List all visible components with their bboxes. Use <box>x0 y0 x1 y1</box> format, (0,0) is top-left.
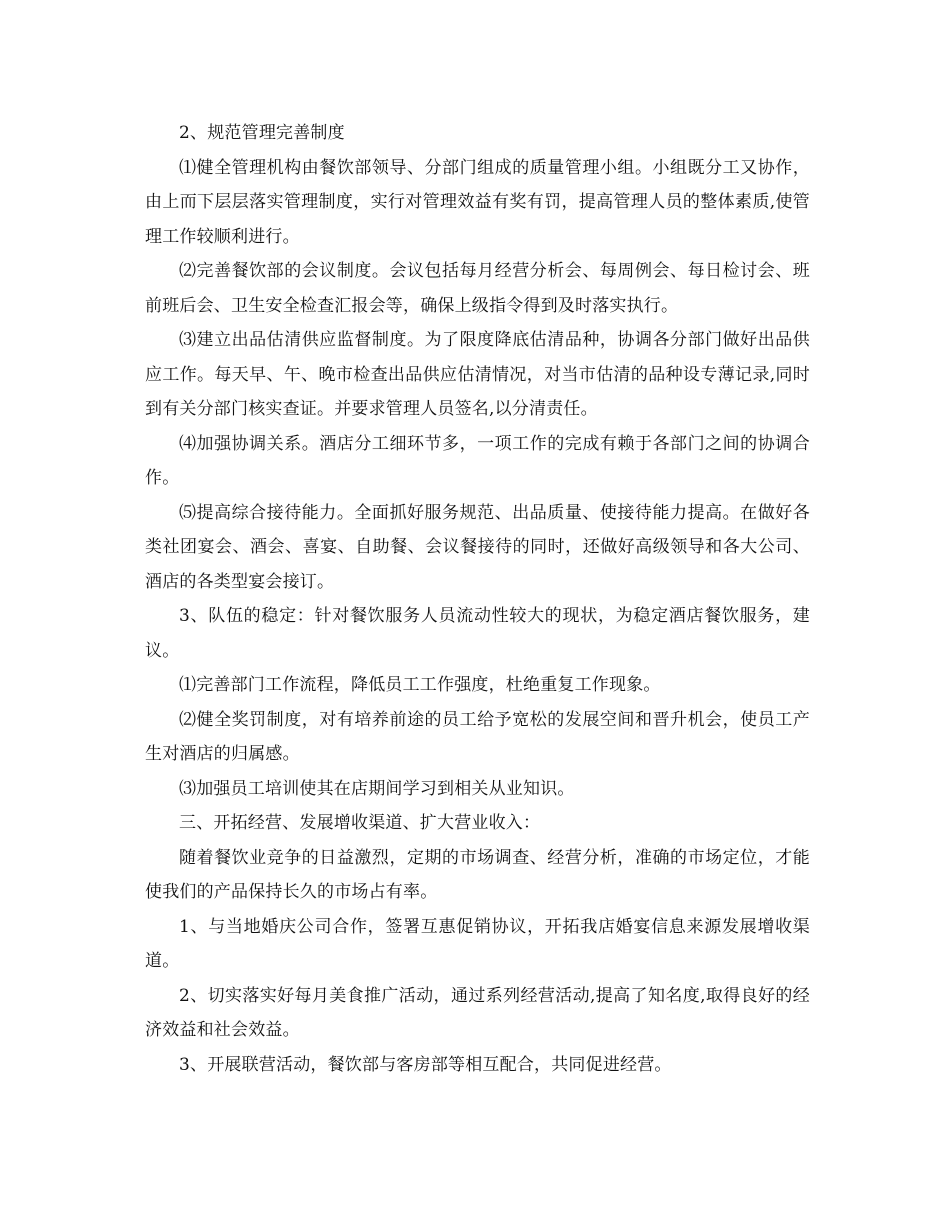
paragraph-supply-supervision: ⑶建立出品估清供应监督制度。为了限度降底估清品种，协调各分部门做好出品供应工作。每天早、午、晚市检查出品供应估清情况，对当市估清的品种设专薄记录,同时到有关分部门核实查证。并要求管理人员签名,以分清责任。 <box>145 330 810 419</box>
paragraph-reception-capacity: ⑸提高综合接待能力。全面抓好服务规范、出品质量、使接待能力提高。在做好各类社团宴会、酒会、喜宴、自助餐、会议餐接待的同时，还做好高级领导和各大公司、酒店的各类型宴会接订。 <box>145 502 810 592</box>
document-body <box>145 116 810 1082</box>
paragraph-wedding-partnership: 1、与当地婚庆公司合作，签署互惠促销协议，开拓我店婚宴信息来源发展增收渠道。 <box>145 916 810 971</box>
heading-expand-business: 三、开拓经营、发展增收渠道、扩大营业收入： <box>179 813 541 833</box>
paragraph-meeting-system: ⑵完善餐饮部的会议制度。会议包括每月经营分析会、每周例会、每日检讨会、班前班后会、卫生安全检查汇报会等，确保上级指令得到及时落实执行。 <box>145 261 810 316</box>
heading-team-stability: 3、队伍的稳定：针对餐饮服务人员流动性较大的现状，为稳定酒店餐饮服务，建议。 <box>145 606 810 661</box>
paragraph-joint-operation: 3、开展联营活动，餐饮部与客房部等相互配合，共同促进经营。 <box>179 1054 672 1075</box>
paragraph-coordination: ⑷加强协调关系。酒店分工细环节多，一项工作的完成有赖于各部门之间的协调合作。 <box>145 433 810 488</box>
paragraph-training: ⑶加强员工培训使其在店期间学习到相关从业知识。 <box>179 778 575 799</box>
paragraph-rewards: ⑵健全奖罚制度，对有培养前途的员工给予宽松的发展空间和晋升机会，使员工产生对酒店的归属感。 <box>145 709 810 764</box>
paragraph-workflow: ⑴完善部门工作流程，降低员工工作强度，杜绝重复工作现象。 <box>179 675 661 695</box>
paragraph-food-promotion: 2、切实落实好每月美食推广活动，通过系列经营活动,提高了知名度,取得良好的经济效益和社会效益。 <box>145 985 810 1040</box>
paragraph-market-competition: 随着餐饮业竞争的日益激烈，定期的市场调查、经营分析，准确的市场定位，才能使我们的产品保持长久的市场占有率。 <box>145 847 810 902</box>
heading-standardize-management: 2、规范管理完善制度 <box>179 123 345 143</box>
paragraph-management-structure: ⑴健全管理机构由餐饮部领导、分部门组成的质量管理小组。小组既分工又协作，由上而下层层落实管理制度，实行对管理效益有奖有罚，提高管理人员的整体素质,使管理工作较顺利进行。 <box>145 157 810 247</box>
